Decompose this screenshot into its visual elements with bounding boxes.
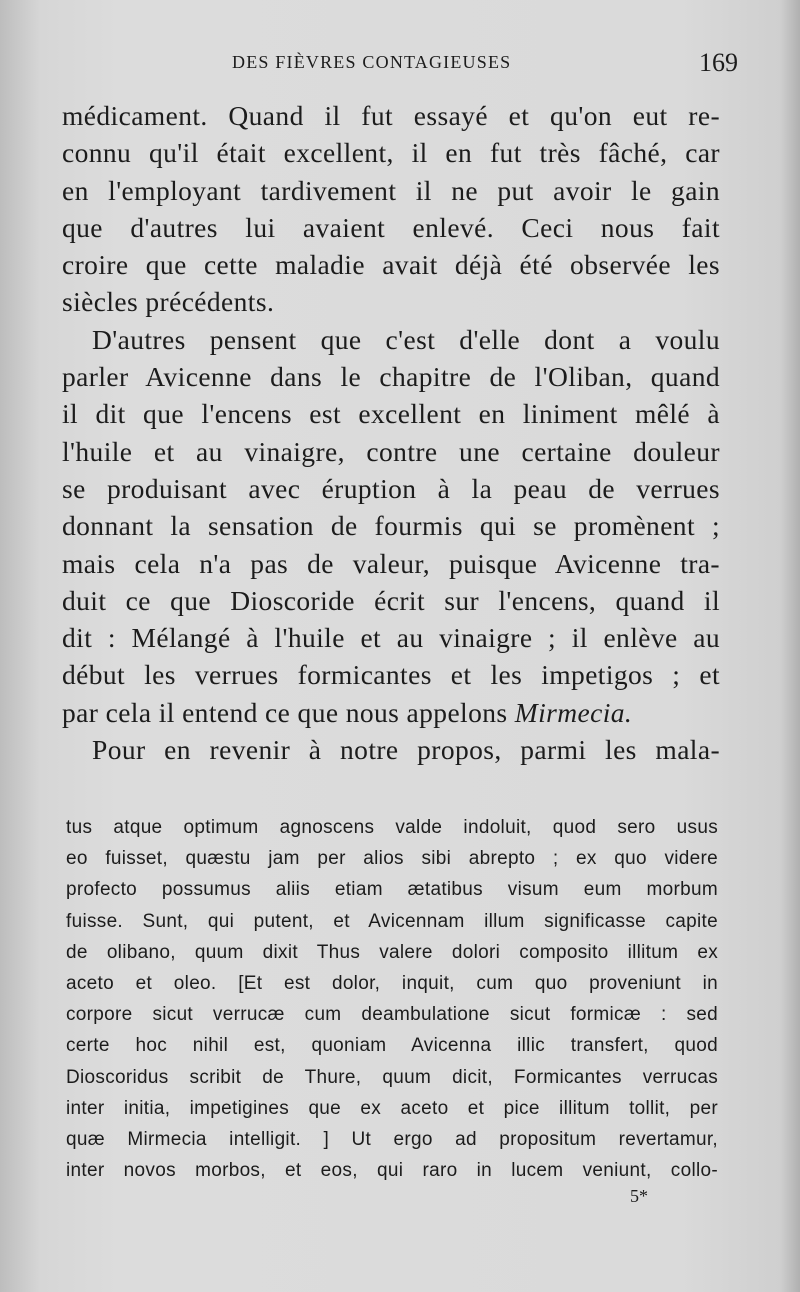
text-line: début les verrues formicantes et les impetigos ; et (62, 659, 720, 691)
text-line: se produisant avec éruption à la peau de verrues (62, 472, 720, 504)
footnote-line: Dioscoridus scribit de Thure, quum dicit, Formicantes verrucas (66, 1066, 718, 1088)
text-line: parler Avicenne dans le chapitre de l'Oliban, quand (62, 361, 720, 393)
text-line: en l'employant tardivement il ne put avoir le gain (62, 174, 720, 206)
text-line: dit : Mélangé à l'huile et au vinaigre ; il enlève au (62, 622, 720, 654)
text-line: donnant la sensation de fourmis qui se promènent ; (62, 510, 720, 542)
text-line: l'huile et au vinaigre, contre une certaine douleur (62, 435, 720, 467)
footnote-line: inter initia, impetigines que ex aceto et pice illitum tollit, per (66, 1097, 718, 1119)
text-segment: par cela il entend ce que nous appelons (62, 696, 515, 728)
text-line: connu qu'il était excellent, il en fut très fâché, car (62, 137, 720, 169)
text-line: mais cela n'a pas de valeur, puisque Avicenne tra- (62, 547, 720, 579)
text-line: il dit que l'encens est excellent en liniment mêlé à (62, 398, 720, 430)
footnote-line: de olibano, quum dixit Thus valere dolori composito illitum ex (66, 941, 718, 963)
page-header (62, 48, 738, 84)
text-line: D'autres pensent que c'est d'elle dont a voulu (92, 323, 720, 355)
footnote-line: corpore sicut verrucæ cum deambulatione sicut formicæ : sed (66, 1004, 718, 1026)
italic-term: Mirmecia. (514, 696, 633, 728)
text-line: médicament. Quand il fut essayé et qu'on eut re- (62, 100, 720, 131)
footnote-block (66, 812, 718, 1186)
text-line: duit ce que Dioscoride écrit sur l'encens, quand il (62, 584, 720, 616)
text-line: croire que cette maladie avait déjà été observée les (62, 249, 720, 281)
footnote-line: aceto et oleo. [Et est dolor, inquit, cum quo proveniunt in (66, 972, 718, 994)
footnote-line: inter novos morbos, et eos, qui raro in lucem veniunt, collo- (66, 1160, 718, 1182)
main-text (62, 97, 720, 768)
running-title: DES FIÈVRES CONTAGIEUSES (232, 52, 512, 72)
footnote-line: eo fuisset, quæstu jam per alios sibi abrepto ; ex quo videre (66, 848, 718, 870)
text-line: que d'autres lui avaient enlevé. Ceci nous fait (62, 211, 720, 243)
footnote-line: tus atque optimum agnoscens valde indoluit, quod sero usus (66, 817, 718, 838)
page-number: 169 (699, 48, 738, 77)
text-line (62, 694, 720, 731)
signature-mark: 5* (630, 1186, 648, 1206)
footnote-line: fuisse. Sunt, qui putent, et Avicennam illum significasse capite (66, 910, 718, 932)
footnote-line: quæ Mirmecia intelligit. ] Ut ergo ad propositum revertamur, (66, 1128, 718, 1150)
footnote-line: profecto possumus aliis etiam ætatibus visum eum morbum (66, 879, 718, 901)
text-line: Pour en revenir à notre propos, parmi les mala- (92, 734, 720, 766)
text-line: siècles précédents. (62, 286, 275, 318)
footnote-line: certe hoc nihil est, quoniam Avicenna illic transfert, quod (66, 1035, 718, 1057)
